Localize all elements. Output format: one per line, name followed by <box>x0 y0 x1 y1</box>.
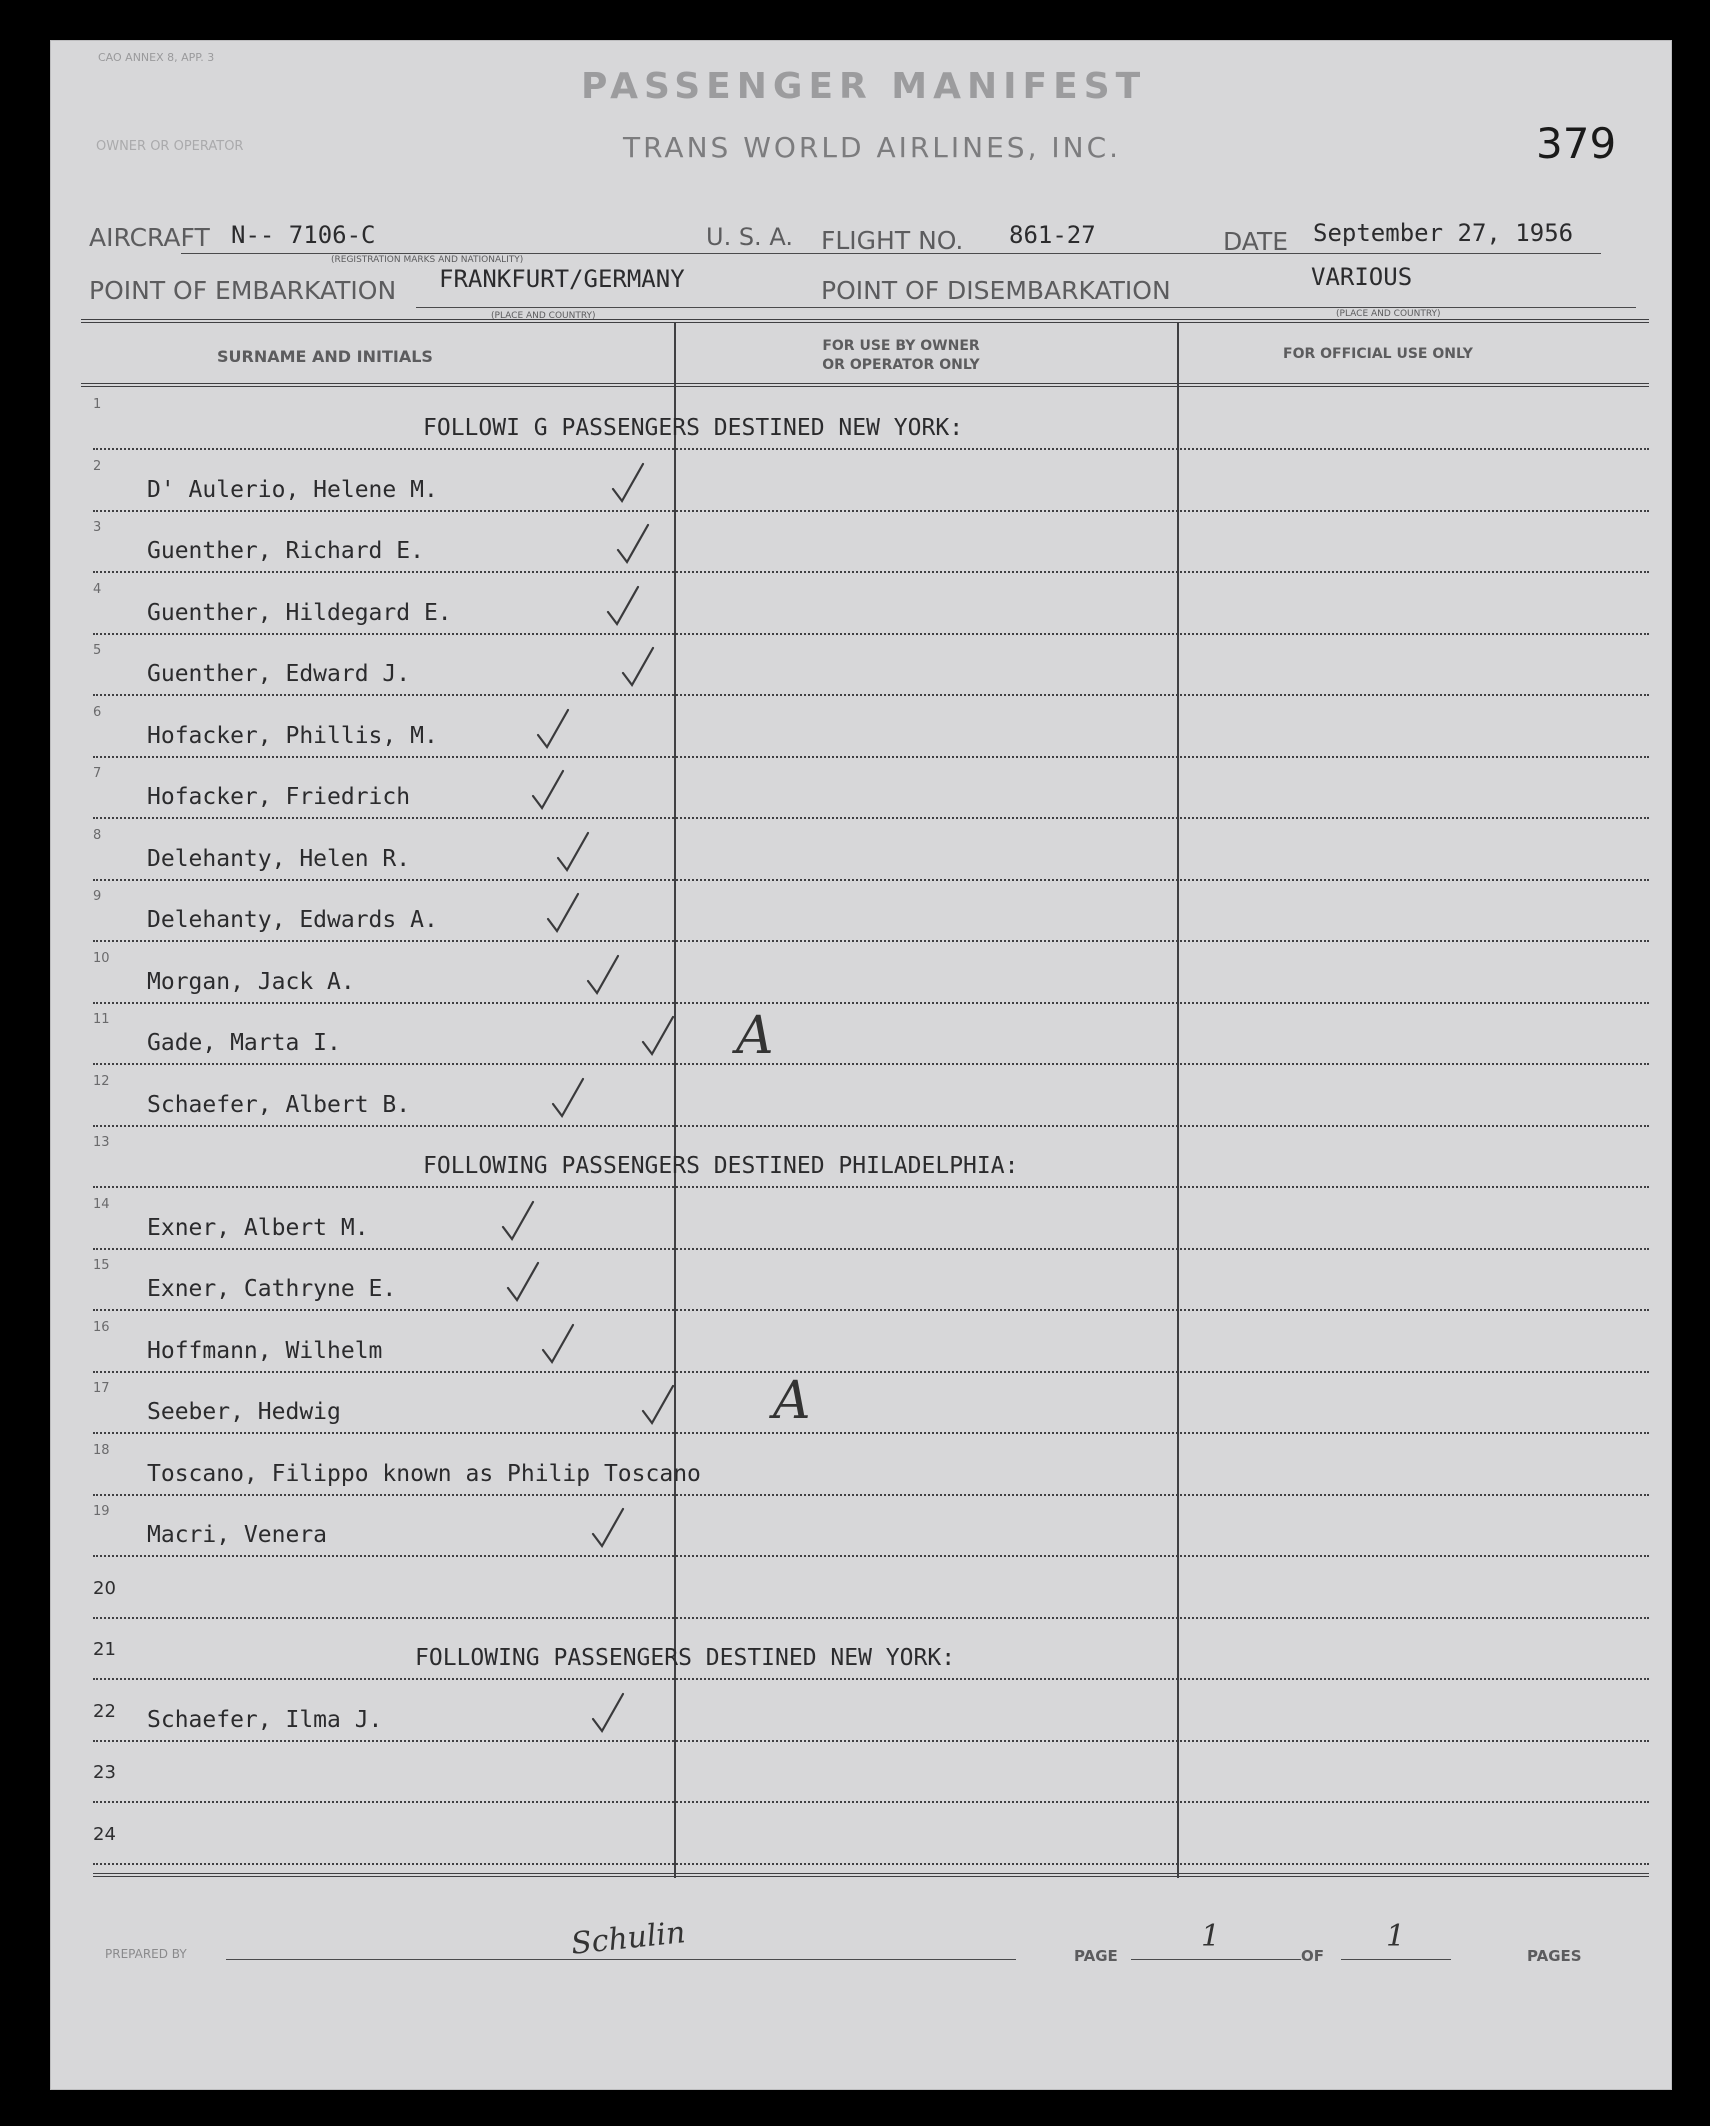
check-mark-icon <box>616 522 650 566</box>
row-number: 1 <box>93 397 102 412</box>
check-mark-icon <box>606 584 640 628</box>
row-number: 22 <box>93 1700 116 1722</box>
row-number: 2 <box>93 458 102 474</box>
check-mark-icon <box>586 953 620 997</box>
check-mark-icon <box>551 1076 585 1120</box>
row-number: 18 <box>93 1442 110 1458</box>
disembarkation-value: VARIOUS <box>1311 263 1413 291</box>
passenger-name: D' Aulerio, Helene M. <box>147 476 438 503</box>
pages-label: PAGES <box>1527 1947 1582 1965</box>
row-rule <box>93 510 1649 512</box>
column-header-official-use: FOR OFFICIAL USE ONLY <box>1283 346 1473 362</box>
passenger-name: Hofacker, Phillis, M. <box>147 722 438 749</box>
row-number: 14 <box>93 1196 110 1212</box>
row-rule <box>93 1063 1649 1065</box>
row-rule <box>93 633 1649 635</box>
page-value: 1 <box>1201 1919 1221 1954</box>
row-number: 23 <box>93 1762 116 1783</box>
manifest-sheet <box>50 40 1672 2090</box>
passenger-name: Morgan, Jack A. <box>147 968 355 995</box>
owner-label: OWNER OR OPERATOR <box>96 139 244 154</box>
passenger-name: Gade, Marta I. <box>147 1030 341 1056</box>
row-number: 3 <box>93 520 102 535</box>
flight-number: 861-27 <box>1009 221 1096 249</box>
passenger-name: Hofacker, Friedrich <box>147 784 411 810</box>
row-rule <box>93 1555 1649 1557</box>
row-number: 10 <box>93 950 110 966</box>
aircraft-label: AIRCRAFT <box>89 223 210 252</box>
row-number: 24 <box>93 1823 116 1845</box>
row-rule <box>93 1125 1649 1127</box>
row-number: 17 <box>93 1381 110 1396</box>
row-rule <box>93 940 1649 942</box>
page-title: PASSENGER MANIFEST <box>581 66 1147 107</box>
disembarkation-label: POINT OF DISEMBARKATION <box>821 276 1171 305</box>
row-number: 7 <box>93 766 102 781</box>
disembarkation-caption: (PLACE AND COUNTRY) <box>1336 309 1441 319</box>
row-rule <box>93 1309 1649 1311</box>
check-mark-icon <box>536 707 570 751</box>
passenger-name: Delehanty, Helen R. <box>147 845 411 872</box>
check-mark-icon <box>641 1383 675 1427</box>
check-mark-icon <box>641 1014 675 1058</box>
header-bottom-rule <box>81 383 1649 387</box>
row-number: 12 <box>93 1073 110 1089</box>
passenger-name: Guenther, Edward J. <box>147 661 411 687</box>
row-rule <box>93 1248 1649 1250</box>
row-rule <box>93 1678 1649 1680</box>
passenger-name: Exner, Cathryne E. <box>147 1276 397 1302</box>
aircraft-underline <box>181 253 1601 254</box>
check-mark-icon <box>506 1260 540 1304</box>
prepared-by-signature: Schulin <box>569 1915 688 1962</box>
row-number: 16 <box>93 1319 110 1335</box>
row-rule <box>93 817 1649 819</box>
row-number: 8 <box>93 827 102 843</box>
destination-heading: FOLLOWING PASSENGERS DESTINED NEW YORK: <box>415 1645 956 1671</box>
row-number: 21 <box>93 1639 116 1660</box>
table-top-rule <box>81 319 1649 323</box>
destination-heading: FOLLOWING PASSENGERS DESTINED PHILADELPHIA: <box>423 1153 1019 1179</box>
date-value: September 27, 1956 <box>1313 219 1574 247</box>
check-mark-icon <box>531 768 565 812</box>
check-mark-icon <box>556 830 590 874</box>
row-number: 4 <box>93 581 102 597</box>
row-rule <box>93 448 1649 450</box>
embarkation-label: POINT OF EMBARKATION <box>89 276 397 305</box>
form-code: CAO ANNEX 8, APP. 3 <box>98 51 215 64</box>
row-rule <box>93 1863 1649 1865</box>
row-rule <box>93 1494 1649 1496</box>
row17-annotation: A <box>773 1371 811 1431</box>
row-number: 20 <box>93 1577 116 1599</box>
table-bottom-rule <box>93 1873 1649 1877</box>
passenger-name: Schaefer, Albert B. <box>147 1091 411 1118</box>
row-rule <box>93 1186 1649 1188</box>
page-label: PAGE <box>1074 1947 1118 1965</box>
check-mark-icon <box>541 1322 575 1366</box>
registration-caption: (REGISTRATION MARKS AND NATIONALITY) <box>331 255 524 265</box>
airline-name: TRANS WORLD AIRLINES, INC. <box>623 131 1122 164</box>
check-mark-icon <box>591 1506 625 1550</box>
embarkation-underline <box>416 307 1636 308</box>
passenger-name: Exner, Albert M. <box>147 1214 369 1241</box>
prepared-by-line <box>226 1959 1016 1960</box>
row11-annotation: A <box>736 1006 774 1066</box>
page-stamp-number: 379 <box>1536 119 1617 168</box>
column-divider-2 <box>1177 323 1179 1878</box>
nationality-value: U. S. A. <box>706 223 793 251</box>
embarkation-value: FRANKFURT/GERMANY <box>439 265 685 293</box>
passenger-name: Toscano, Filippo known as Philip Toscano <box>147 1460 701 1487</box>
row-number: 9 <box>93 889 102 904</box>
of-line <box>1341 1959 1451 1960</box>
row-number: 19 <box>93 1504 110 1519</box>
passenger-name: Schaefer, Ilma J. <box>147 1706 383 1733</box>
row-number: 13 <box>93 1135 110 1150</box>
check-mark-icon <box>611 461 645 505</box>
row-rule <box>93 756 1649 758</box>
row-rule <box>93 1371 1649 1373</box>
passenger-name: Delehanty, Edwards A. <box>147 907 438 933</box>
row-rule <box>93 694 1649 696</box>
flight-label: FLIGHT NO. <box>821 226 964 255</box>
column-header-owner-use: FOR USE BY OWNER OR OPERATOR ONLY <box>822 338 980 373</box>
check-mark-icon <box>621 645 655 689</box>
embarkation-caption: (PLACE AND COUNTRY) <box>491 311 596 321</box>
prepared-by-label: PREPARED BY <box>105 1947 187 1961</box>
row-rule <box>93 1432 1649 1434</box>
of-label: OF <box>1301 1947 1324 1965</box>
row-rule <box>93 1002 1649 1004</box>
row-rule <box>93 1617 1649 1619</box>
column-header-surname: SURNAME AND INITIALS <box>217 347 433 366</box>
destination-heading: FOLLOWI G PASSENGERS DESTINED NEW YORK: <box>423 415 964 441</box>
row-number: 11 <box>93 1012 110 1027</box>
passenger-name: Guenther, Hildegard E. <box>147 599 452 626</box>
date-label: DATE <box>1223 227 1289 256</box>
row-number: 5 <box>93 643 102 658</box>
row-number: 6 <box>93 704 102 720</box>
check-mark-icon <box>591 1691 625 1735</box>
check-mark-icon <box>501 1199 535 1243</box>
row-number: 15 <box>93 1258 110 1273</box>
row-rule <box>93 1740 1649 1742</box>
aircraft-registration: N-- 7106-C <box>231 221 376 249</box>
row-rule <box>93 879 1649 881</box>
passenger-name: Guenther, Richard E. <box>147 538 424 564</box>
row-rule <box>93 1801 1649 1803</box>
of-value: 1 <box>1386 1919 1406 1954</box>
passenger-name: Hoffmann, Wilhelm <box>147 1337 383 1364</box>
check-mark-icon <box>546 891 580 935</box>
row-rule <box>93 571 1649 573</box>
page-line <box>1131 1959 1301 1960</box>
passenger-name: Seeber, Hedwig <box>147 1399 341 1425</box>
passenger-name: Macri, Venera <box>147 1522 328 1548</box>
